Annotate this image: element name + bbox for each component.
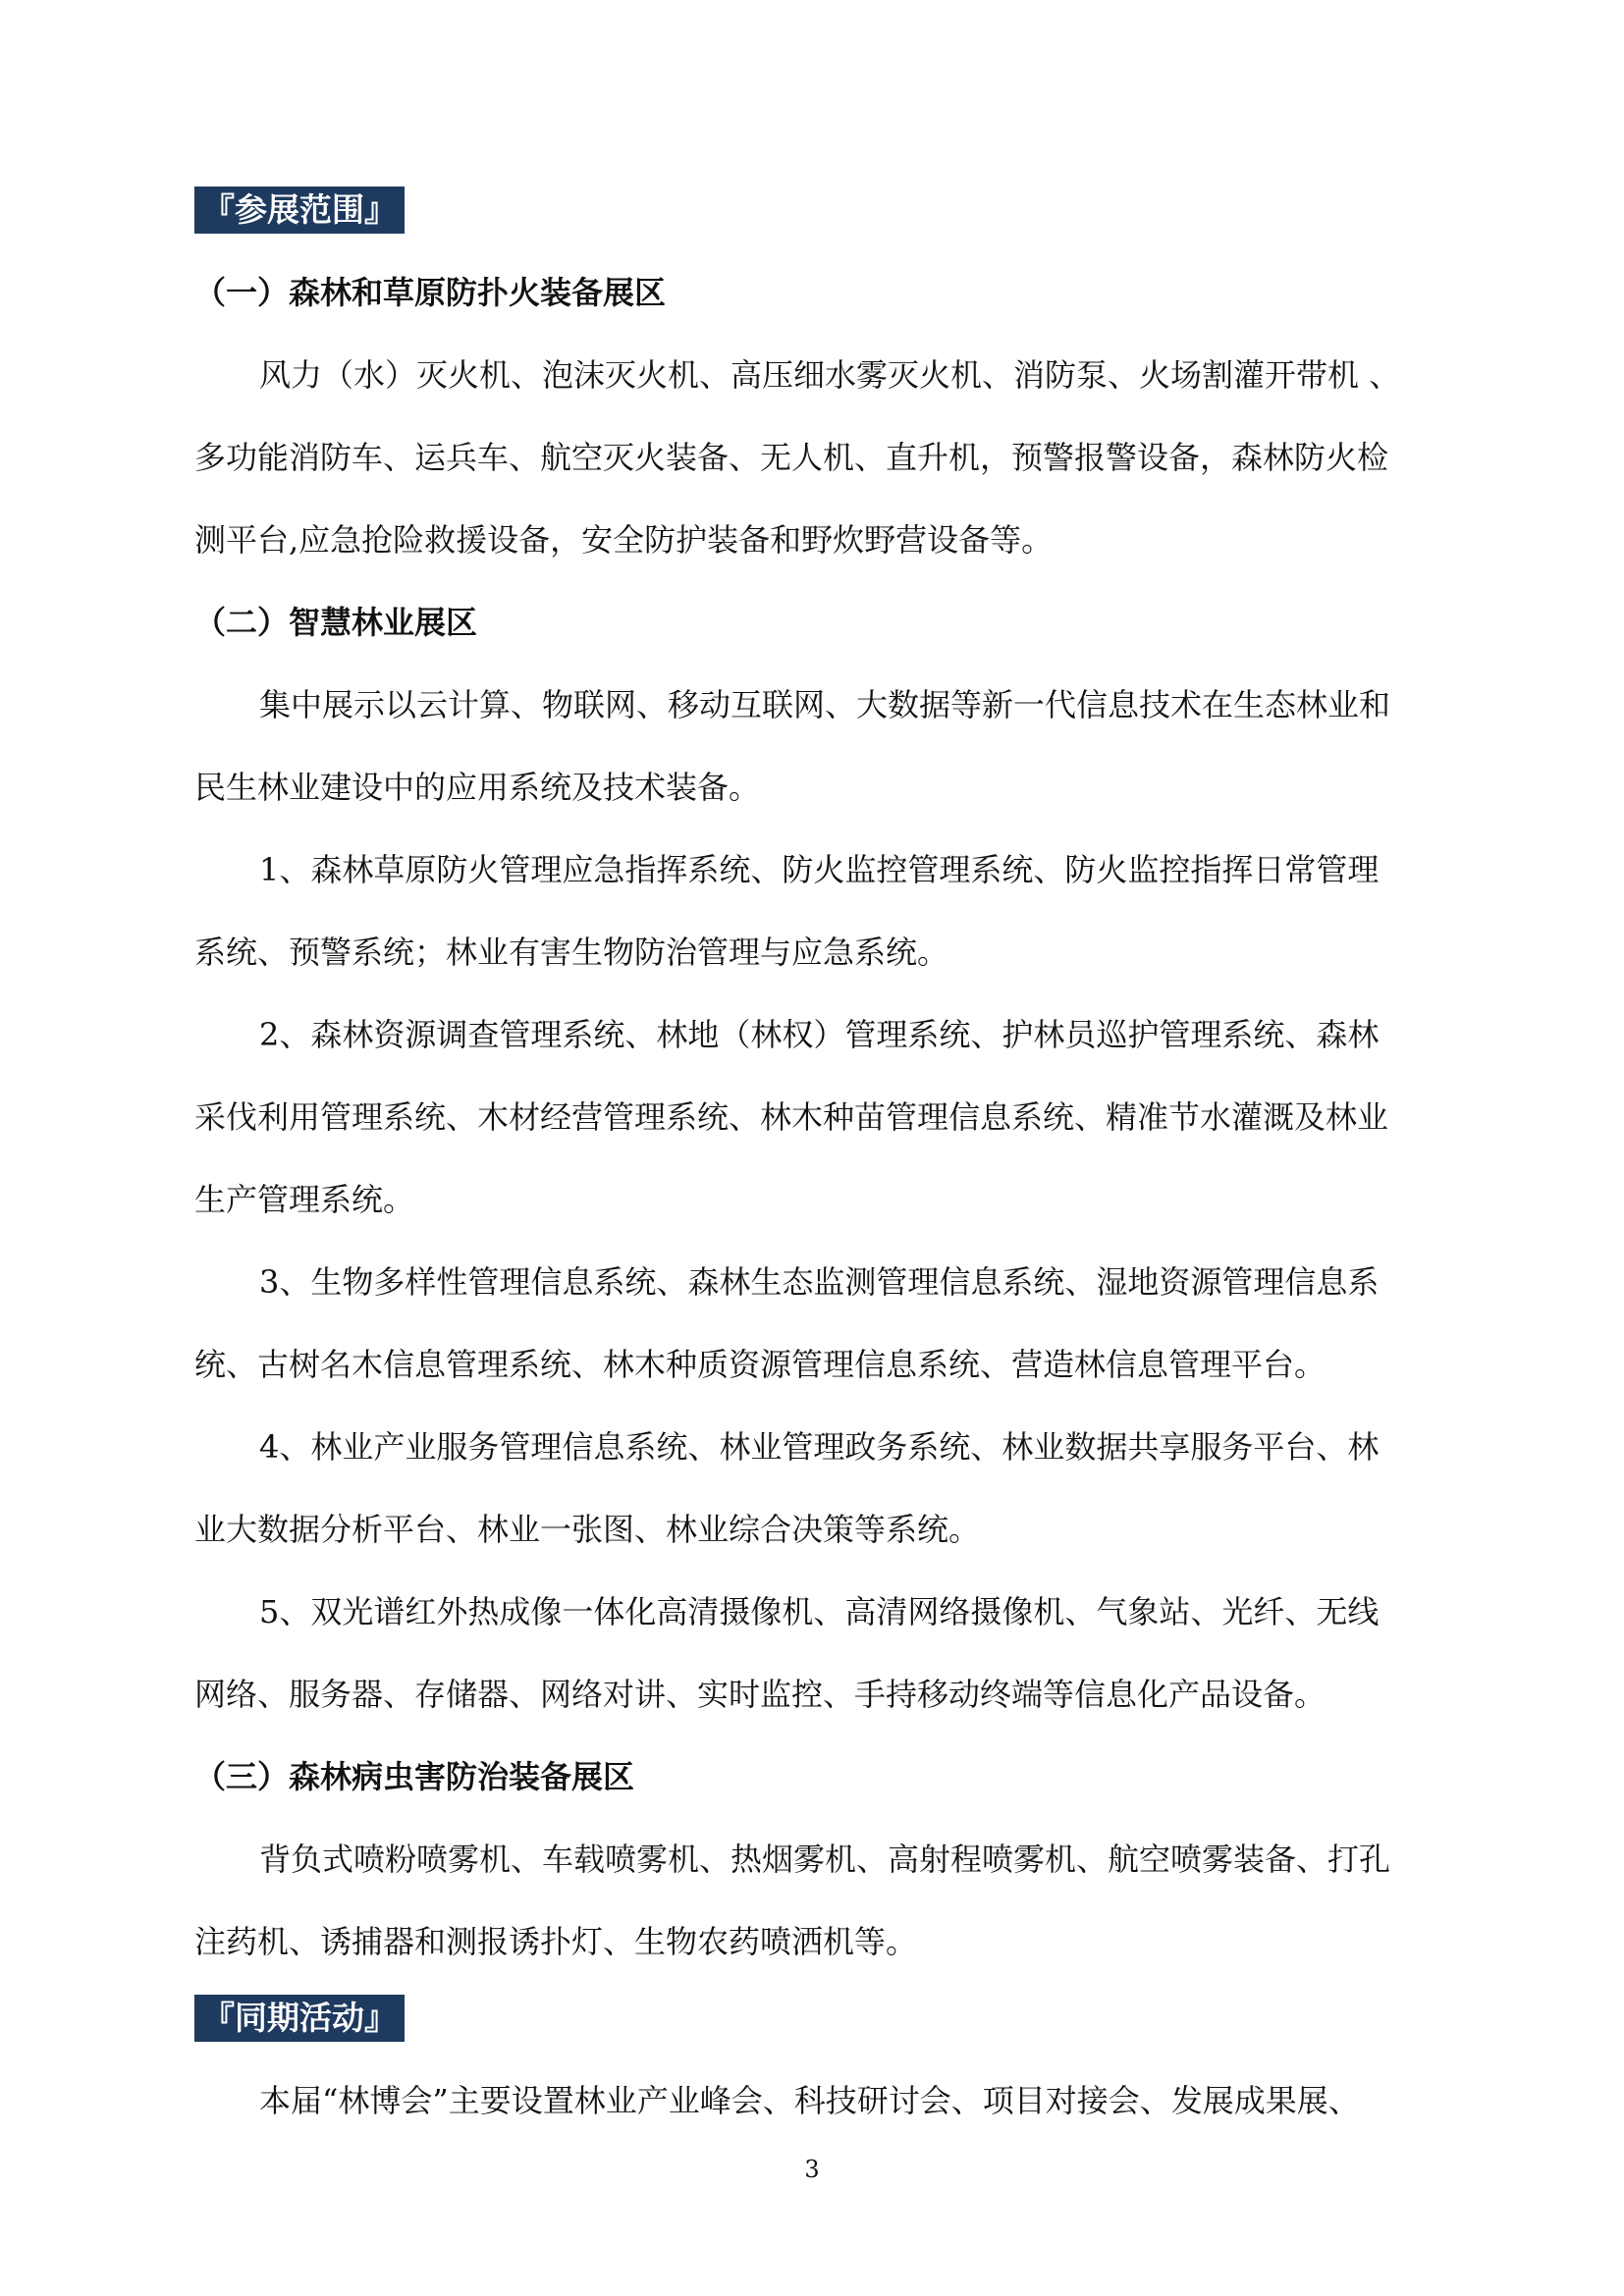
list-item-line: 系统、预警系统；林业有害生物防治管理与应急系统。 [194, 934, 949, 971]
section-banner-scope: 『参展范围』 [194, 187, 405, 234]
list-item-line: 统、古树名木信息管理系统、林木种质资源管理信息系统、营造林信息管理平台。 [194, 1346, 1326, 1383]
list-item-line: 网络、服务器、存储器、网络对讲、实时监控、手持移动终端等信息化产品设备。 [194, 1676, 1326, 1713]
paragraph-line: 注药机、诱捕器和测报诱扑灯、生物农药喷洒机等。 [194, 1923, 918, 1960]
section-banner-activities: 『同期活动』 [194, 1995, 405, 2042]
heading-smart-forestry: （二）智慧林业展区 [194, 604, 478, 641]
paragraph-line: 本届“林博会”主要设置林业产业峰会、科技研讨会、项目对接会、发展成果展、 [259, 2082, 1360, 2119]
list-item-line: 4、林业产业服务管理信息系统、林业管理政务系统、林业数据共享服务平台、林 [259, 1428, 1380, 1466]
heading-pest-control: （三）森林病虫害防治装备展区 [194, 1758, 635, 1795]
paragraph-line: 集中展示以云计算、物联网、移动互联网、大数据等新一代信息技术在生态林业和 [259, 686, 1391, 723]
list-item-line: 业大数据分析平台、林业一张图、林业综合决策等系统。 [194, 1511, 981, 1548]
list-item-line: 1、森林草原防火管理应急指挥系统、防火监控管理系统、防火监控指挥日常管理 [259, 851, 1380, 888]
paragraph-line: 民生林业建设中的应用系统及技术装备。 [194, 769, 761, 806]
paragraph-line: 测平台,应急抢险救援设备，安全防护装备和野炊野营设备等。 [194, 521, 1054, 559]
list-item-line: 3、生物多样性管理信息系统、森林生态监测管理信息系统、湿地资源管理信息系 [259, 1263, 1380, 1301]
heading-fire-equipment: （一）森林和草原防扑火装备展区 [194, 274, 667, 311]
list-item-line: 采伐利用管理系统、木材经营管理系统、林木种苗管理信息系统、精准节水灌溉及林业 [194, 1098, 1389, 1136]
list-item-line: 生产管理系统。 [194, 1181, 415, 1218]
paragraph-line: 背负式喷粉喷雾机、车载喷雾机、热烟雾机、高射程喷雾机、航空喷雾装备、打孔 [259, 1841, 1391, 1878]
list-item-line: 2、森林资源调查管理系统、林地（林权）管理系统、护林员巡护管理系统、森林 [259, 1016, 1380, 1053]
page-number: 3 [804, 2156, 820, 2183]
list-item-line: 5、双光谱红外热成像一体化高清摄像机、高清网络摄像机、气象站、光纤、无线 [259, 1593, 1380, 1630]
paragraph-line: 风力（水）灭火机、泡沫灭火机、高压细水雾灭火机、消防泵、火场割灌开带机 、 [259, 356, 1401, 394]
paragraph-line: 多功能消防车、运兵车、航空灭火装备、无人机、直升机，预警报警设备，森林防火检 [194, 439, 1389, 476]
